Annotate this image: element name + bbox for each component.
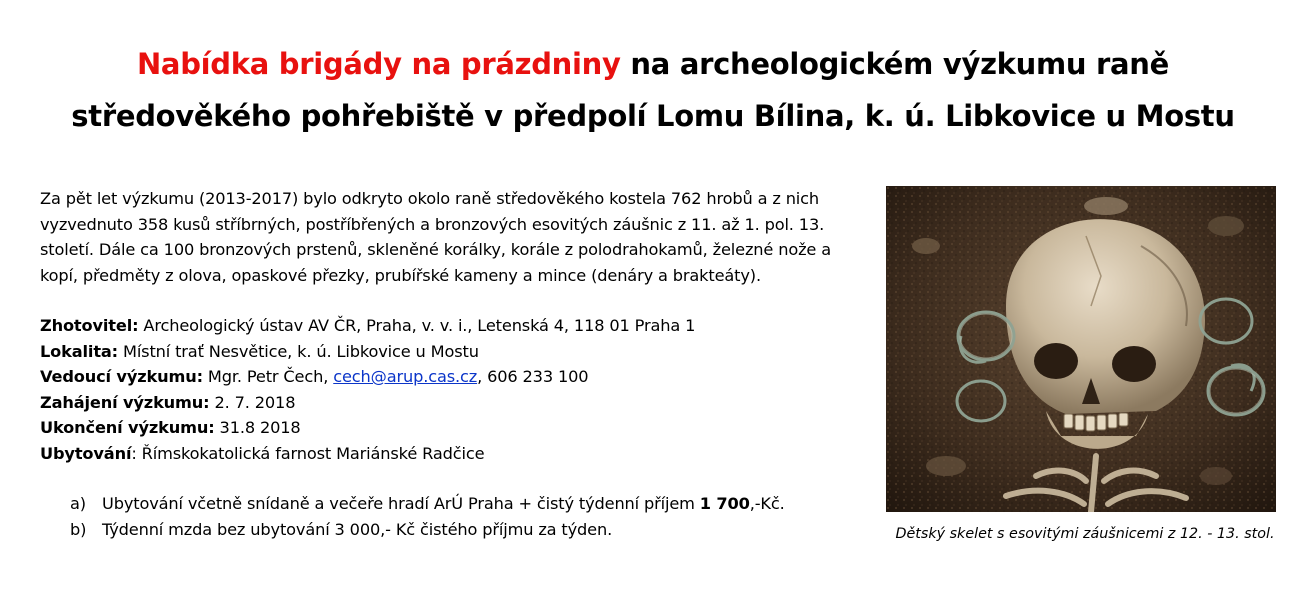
child-skeleton-photo xyxy=(886,186,1276,512)
option-item xyxy=(40,517,870,543)
details-block xyxy=(40,313,870,466)
contractor-line xyxy=(40,313,870,339)
option-a-text: Ubytování včetně snídaně a večeře hradí ArÚ Praha + čistý týdenní příjem xyxy=(102,494,700,513)
title-line-1 xyxy=(0,38,1306,90)
accommodation-value: : Římskokatolická farnost Mariánské Radčice xyxy=(131,443,485,463)
option-a-suffix: ,-Kč. xyxy=(749,494,785,513)
option-b-text: Týdenní mzda bez ubytování 3 000,- Kč čistého příjmu za týden. xyxy=(102,519,613,539)
accommodation-label: Ubytování xyxy=(40,443,132,463)
leader-phone: , 606 233 100 xyxy=(477,367,589,386)
main-content xyxy=(40,186,870,542)
leader-label: Vedoucí výzkumu: xyxy=(40,367,203,386)
skeleton-illustration xyxy=(886,186,1276,512)
end-line xyxy=(40,415,870,441)
contractor-label: Zhotovitel: xyxy=(40,316,139,335)
contractor-value: Archeologický ústav AV ČR, Praha, v. v. i., Letenská 4, 118 01 Praha 1 xyxy=(138,316,696,335)
option-a-amount: 1 700 xyxy=(699,494,750,513)
title-line-2: středověkého pohřebiště v předpolí Lomu Bílina, k. ú. Libkovice u Mostu xyxy=(71,99,1235,133)
photo-caption: Dětský skelet s esovitými záušnicemi z 12. - 13. stol. xyxy=(895,526,1275,542)
title-highlight: Nabídka brigády na prázdniny xyxy=(136,47,621,81)
page-title xyxy=(0,38,1306,142)
start-value: 2. 7. 2018 xyxy=(209,392,296,412)
option-marker: b) xyxy=(70,519,87,539)
leader-line xyxy=(40,364,870,390)
email-link[interactable]: cech@arup.cas.cz xyxy=(333,367,478,386)
locality-value: Místní trať Nesvětice, k. ú. Libkovice u Mostu xyxy=(118,341,479,361)
option-marker: a) xyxy=(70,494,86,513)
options-list xyxy=(40,491,870,542)
end-value: 31.8 2018 xyxy=(214,418,301,437)
accommodation-line xyxy=(40,441,870,467)
locality-label: Lokalita: xyxy=(40,341,119,361)
end-label: Ukončení výzkumu: xyxy=(40,418,215,437)
leader-value: Mgr. Petr Čech, xyxy=(202,367,334,386)
start-line xyxy=(40,390,870,416)
start-label: Zahájení výzkumu: xyxy=(40,392,210,412)
intro-paragraph: Za pět let výzkumu (2013-2017) bylo odkryto okolo raně středověkého kostela 762 hrobů a z nich vyzvednuto 358 kusů stříbrných, postříbřených a bronzových esovitých záušnic z 11. až 1. pol. 13. století. Dále ca 100 bronzových prstenů, skleněné korálky, korále z polodrahokamů, železné nože a kopí, předměty z olova, opaskové přezky, prubířské kameny a mince (denáry a brakteáty). xyxy=(40,189,831,285)
option-item xyxy=(40,491,870,517)
option-text xyxy=(102,491,785,517)
locality-line xyxy=(40,339,870,365)
title-rest: na archeologickém výzkumu raně xyxy=(620,47,1170,81)
